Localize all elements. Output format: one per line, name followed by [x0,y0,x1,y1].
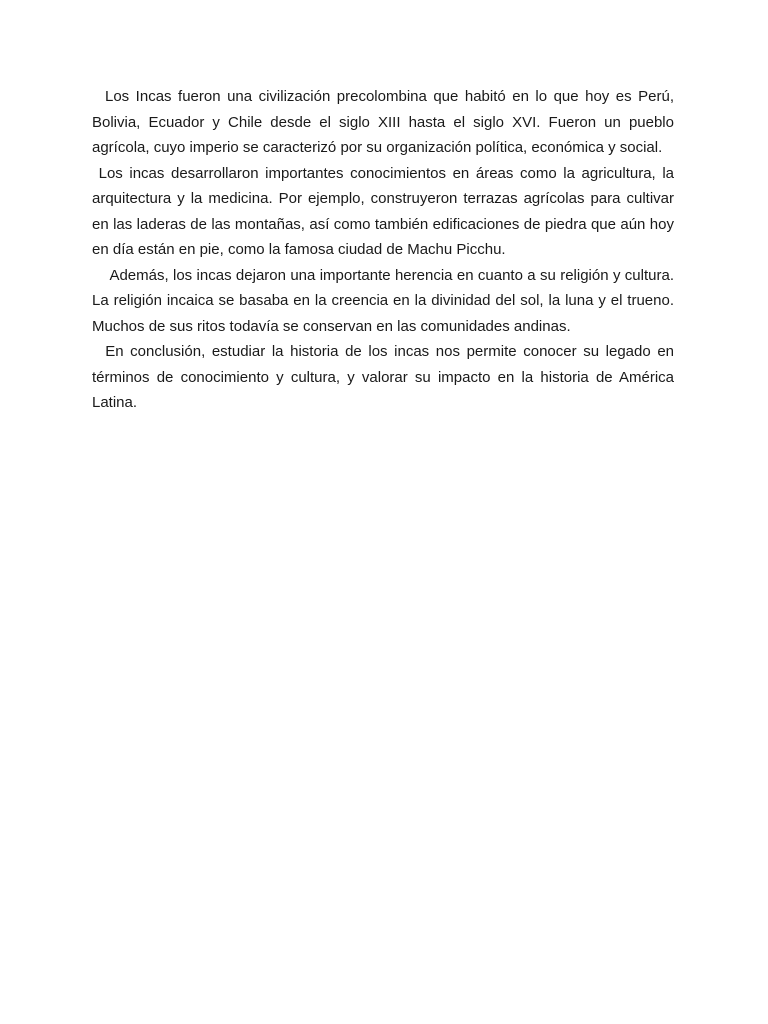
paragraph-incas-intro: Los Incas fueron una civilización precolombina que habitó en lo que hoy es Perú, Bolivia, Ecuador y Chile desde el siglo XIII hasta el siglo XVI. Fueron un pueblo agrícola, cuyo imperio se caracterizó por su organización política, económica y social. [92,88,674,156]
paragraph-knowledge: Los incas desarrollaron importantes conocimientos en áreas como la agricultura, la arquitectura y la medicina. Por ejemplo, construyeron terrazas agrícolas para cultivar en las laderas de las montañas, así como también edificaciones de piedra que aún hoy en día están en pie, como la famosa ciudad de Machu Picchu. [92,164,674,258]
document-body [92,84,674,416]
paragraph-religion: Además, los incas dejaron una importante herencia en cuanto a su religión y cultura. La religión incaica se basaba en la creencia en la divinidad del sol, la luna y el trueno. Muchos de sus ritos todavía se conservan en las comunidades andinas. [92,266,674,335]
paragraph-conclusion: En conclusión, estudiar la historia de los incas nos permite conocer su legado en términos de conocimiento y cultura, y valorar su impacto en la historia de América Latina. [92,343,674,411]
